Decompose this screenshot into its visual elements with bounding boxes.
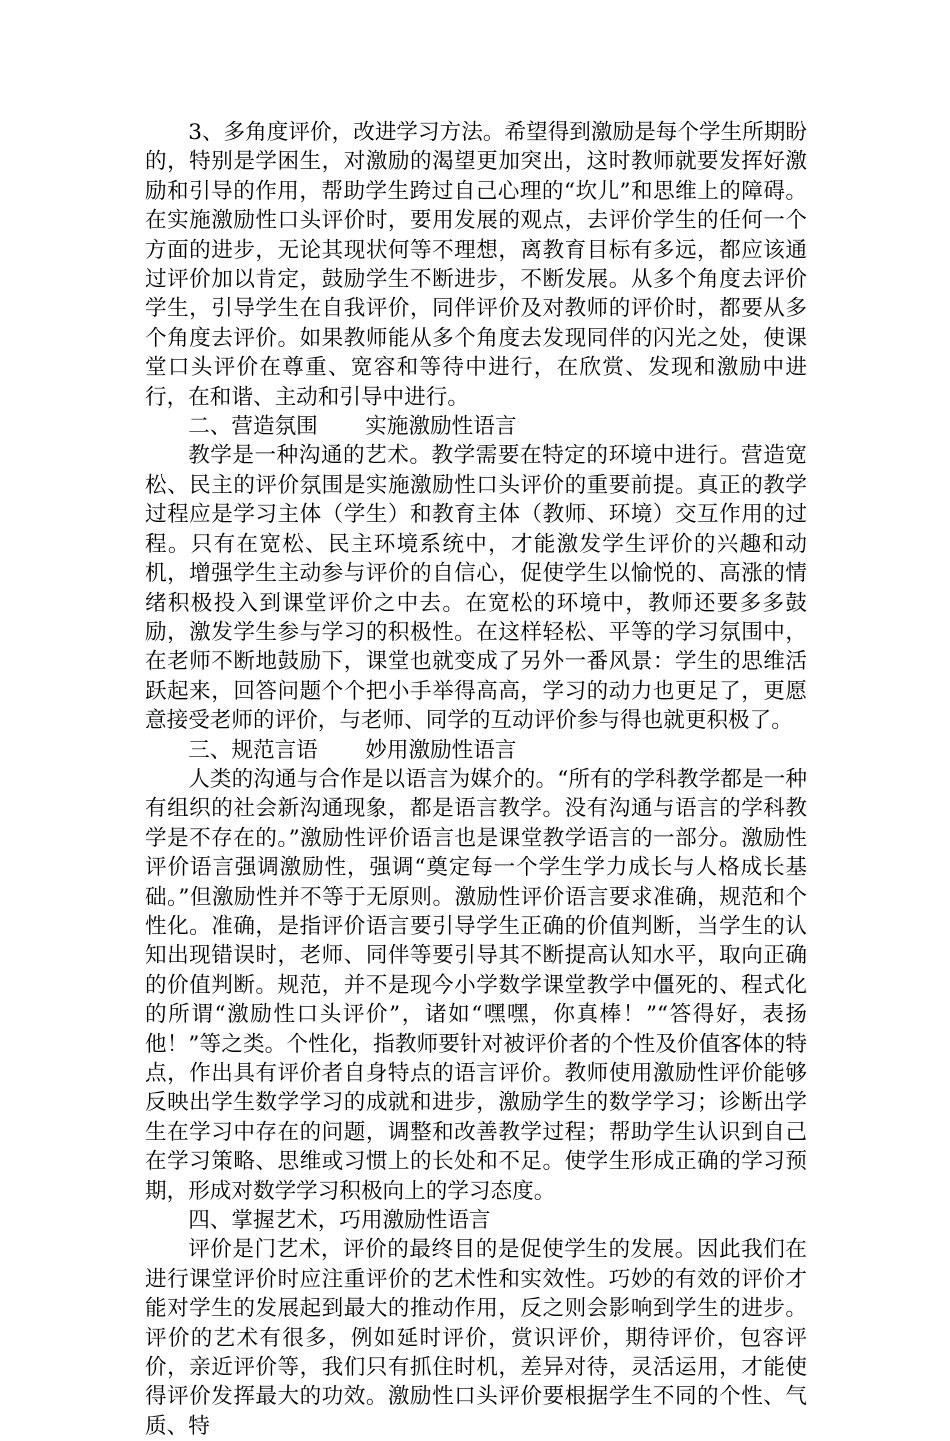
section-heading-4: 四、掌握艺术，巧用激励性语言 (188, 1208, 491, 1234)
document-page (145, 118, 807, 1441)
section-heading-3-subtitle: 妙用激励性语言 (365, 737, 517, 763)
paragraph-evaluation-art: 评价是门艺术，评价的最终目的是促使学生的发展。因此我们在进行课堂评价时应注重评价的艺术性和实效性。巧妙的有效的评价才能对学生的发展起到最大的推动作用，反之则会影响到学生的进步。评价的艺术有很多，例如延时评价，赏识评价，期待评价，包容评价，亲近评价等，我们只有抓住时机，差异对待，灵活运用，才能使得评价发挥最大的功效。激励性口头评价要根据学生不同的个性、气质、特 (145, 1237, 807, 1439)
paragraph-multi-angle-evaluation: 3、多角度评价，改进学习方法。希望得到激励是每个学生所期盼的，特别是学困生，对激励的渴望更加突出，这时教师就要发挥好激励和引导的作用，帮助学生跨过自己心理的“坎儿”和思维上的障碍。在实施激励性口头评价时，要用发展的观点，去评价学生的任何一个方面的进步，无论其现状何等不理想，离教育目标有多远，都应该通过评价加以肯定，鼓励学生不断进步，不断发展。从多个角度去评价学生，引导学生在自我评价，同伴评价及对教师的评价时，都要从多个角度去评价。如果教师能从多个角度去发现同伴的闪光之处，使课堂口头评价在尊重、宽容和等待中进行，在欣赏、发现和激励中进行，在和谐、主动和引导中进行。 (145, 120, 807, 410)
section-heading-2-title: 二、营造氛围 (188, 414, 318, 440)
section-heading-2 (145, 412, 807, 441)
section-heading-2-subtitle: 实施激励性语言 (365, 414, 517, 440)
paragraph-atmosphere: 教学是一种沟通的艺术。教学需要在特定的环境中进行。营造宽松、民主的评价氛围是实施激励性口头评价的重要前提。真正的教学过程应是学习主体（学生）和教育主体（教师、环境）交互作用的过程。只有在宽松、民主环境系统中，才能激发学生评价的兴趣和动机，增强学生主动参与评价的自信心，促使学生以愉悦的、高涨的情绪积极投入到课堂评价之中去。在宽松的环境中，教师还要多多鼓励，激发学生参与学习的积极性。在这样轻松、平等的学习氛围中，在老师不断地鼓励下，课堂也就变成了另外一番风景：学生的思维活跃起来，回答问题个个把小手举得高高，学习的动力也更足了，更愿意接受老师的评价，与老师、同学的互动评价参与得也就更积极了。 (145, 443, 807, 734)
paragraph-standard-language: 人类的沟通与合作是以语言为媒介的。“所有的学科教学都是一种有组织的社会新沟通现象，都是语言教学。没有沟通与语言的学科教学是不存在的。”激励性评价语言也是课堂教学语言的一部分。激励性评价语言强调激励性，强调“奠定每一个学生学力成长与人格成长基础。”但激励性并不等于无原则。激励性评价语言要求准确，规范和个性化。准确，是指评价语言要引导学生正确的价值判断，当学生的认知出现错误时，老师、同伴等要引导其不断提高认知水平，取向正确的价值判断。规范，并不是现今小学数学课堂教学中僵死的、程式化的所谓“激励性口头评价”，诸如“嘿嘿，你真棒！”“答得好，表扬他！”等之类。个性化，指教师要针对被评价者的个性及价值客体的特点，作出具有评价者自身特点的语言评价。教师使用激励性评价能够反映出学生数学学习的成就和进步，激励学生的数学学习；诊断出学生在学习中存在的问题，调整和改善教学过程；帮助学生认识到自己在学习策略、思维或习惯上的长处和不足。使学生形成正确的学习预期，形成对数学学习积极向上的学习态度。 (145, 766, 807, 1204)
section-heading-3 (145, 736, 807, 765)
section-heading-3-title: 三、规范言语 (188, 737, 318, 763)
